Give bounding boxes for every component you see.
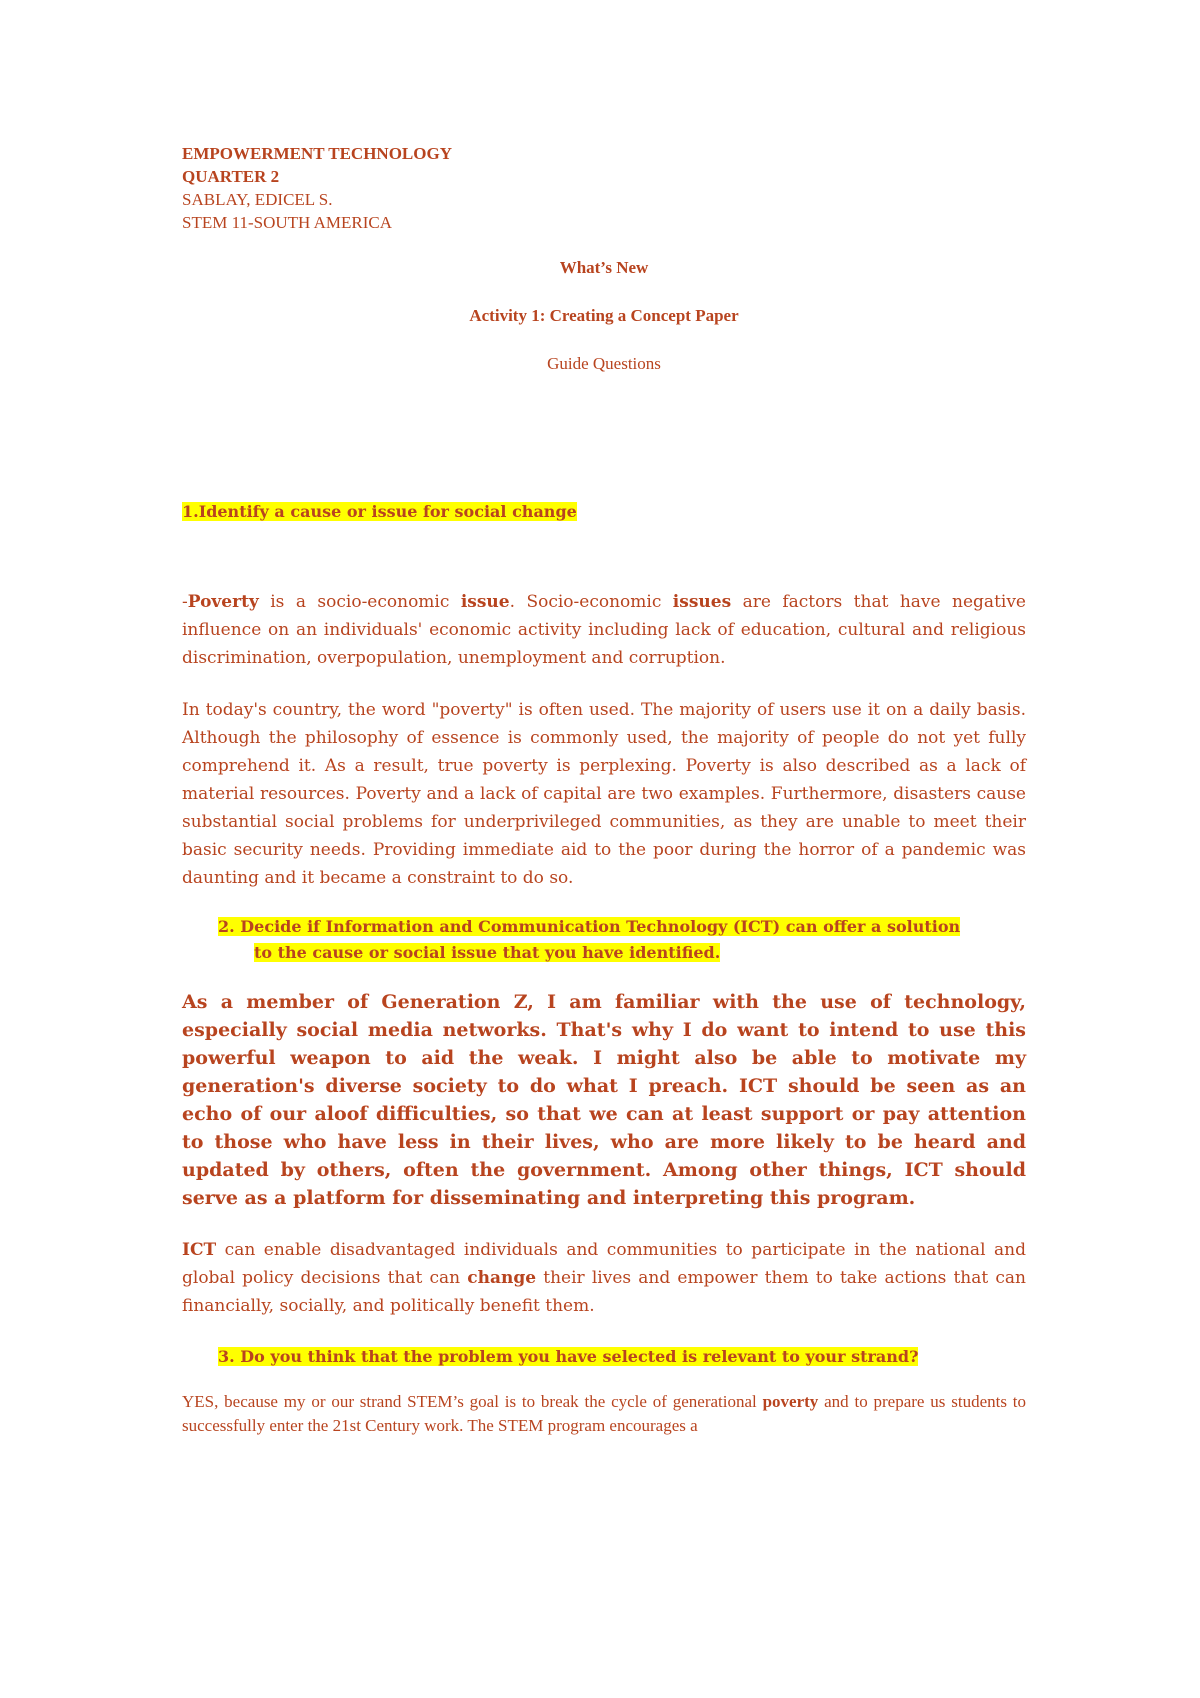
subject-heading: EMPOWERMENT TECHNOLOGY (182, 144, 452, 163)
question-3-text: Do you think that the problem you have selected is relevant to your strand? (234, 1347, 919, 1366)
question-2-line2-wrap (218, 940, 1026, 966)
text-span: are factors that have negative influence on an individuals' economic activity including lack of education, cultural and religious discrimination, overpopulation, unemployment and corruption. (182, 592, 1026, 668)
q2-answer-paragraph-1: As a member of Generation Z, I am familiar with the use of technology, especially social media networks. That's why I do want to intend to use this powerful weapon to aid the weak. I might also be able to motivate my generation's diverse society to do what I preach. ICT should be seen as an echo of our aloof difficulties, so that we can at least support or pay attention to those who have less in their lives, who are more likely to be heard and updated by others, often the government. Among other things, ICT should serve as a platform for disseminating and interpreting this program. (182, 991, 1026, 1209)
activity-title: Activity 1: Creating a Concept Paper (469, 306, 739, 325)
question-3-number: 3. (218, 1347, 235, 1366)
question-1-text: 1.Identify a cause or issue for social change (182, 502, 577, 521)
text-span: YES, because my or our strand STEM’s goal is to break the cycle of generational (182, 1392, 763, 1411)
guide-questions-title: Guide Questions (547, 354, 661, 373)
q1-answer-paragraph-2: In today's country, the word "poverty" is often used. The majority of users use it on a daily basis. Although the philosophy of essence is commonly used, the majority of people do not yet fully comprehend it. As a result, true poverty is perplexing. Poverty is also described as a lack of material resources. Poverty and a lack of capital are two examples. Furthermore, disasters cause substantial social problems for underprivileged communities, as they are unable to meet their basic security needs. Providing immediate aid to the poor during the horror of a pandemic was daunting and it became a constraint to do so. (182, 700, 1026, 888)
question-2 (182, 914, 1026, 966)
q2-answer-paragraph-2 (182, 1236, 1026, 1320)
question-2-text-line2: to the cause or social issue that you have identified. (254, 943, 721, 962)
text-span: . Socio-economic (509, 592, 673, 612)
poverty-keyword: poverty (762, 1392, 819, 1411)
change-keyword: change (467, 1268, 537, 1288)
quarter-heading: QUARTER 2 (182, 167, 280, 186)
ict-keyword: ICT (182, 1240, 217, 1260)
student-name: SABLAY, EDICEL S. (182, 190, 333, 209)
question-2-text-line1: Decide if Information and Communication Technology (ICT) can offer a solution (234, 917, 961, 936)
q1-answer-paragraph-1 (182, 588, 1026, 672)
issues-keyword: issues (672, 592, 732, 612)
text-span: and to prepare us students to successfully enter the 21st Century work. The STEM program encourages a (182, 1392, 1026, 1435)
text-span: can enable disadvantaged individuals and communities to participate in the national and global policy decisions that can (182, 1240, 1026, 1288)
question-1 (182, 500, 1026, 524)
poverty-keyword: Poverty (187, 592, 259, 612)
text-span: their lives and empower them to take actions that can financially, socially, and politically benefit them. (182, 1268, 1026, 1316)
document-content (182, 142, 1026, 1438)
question-2-number: 2. (218, 917, 235, 936)
q3-answer-paragraph (182, 1390, 1026, 1438)
text-span: - (182, 592, 188, 612)
issue-keyword: issue (460, 592, 510, 612)
text-span: is a socio-economic (258, 592, 461, 612)
question-3 (182, 1344, 1026, 1370)
section-name: STEM 11-SOUTH AMERICA (182, 213, 392, 232)
whats-new-title: What’s New (559, 258, 649, 277)
